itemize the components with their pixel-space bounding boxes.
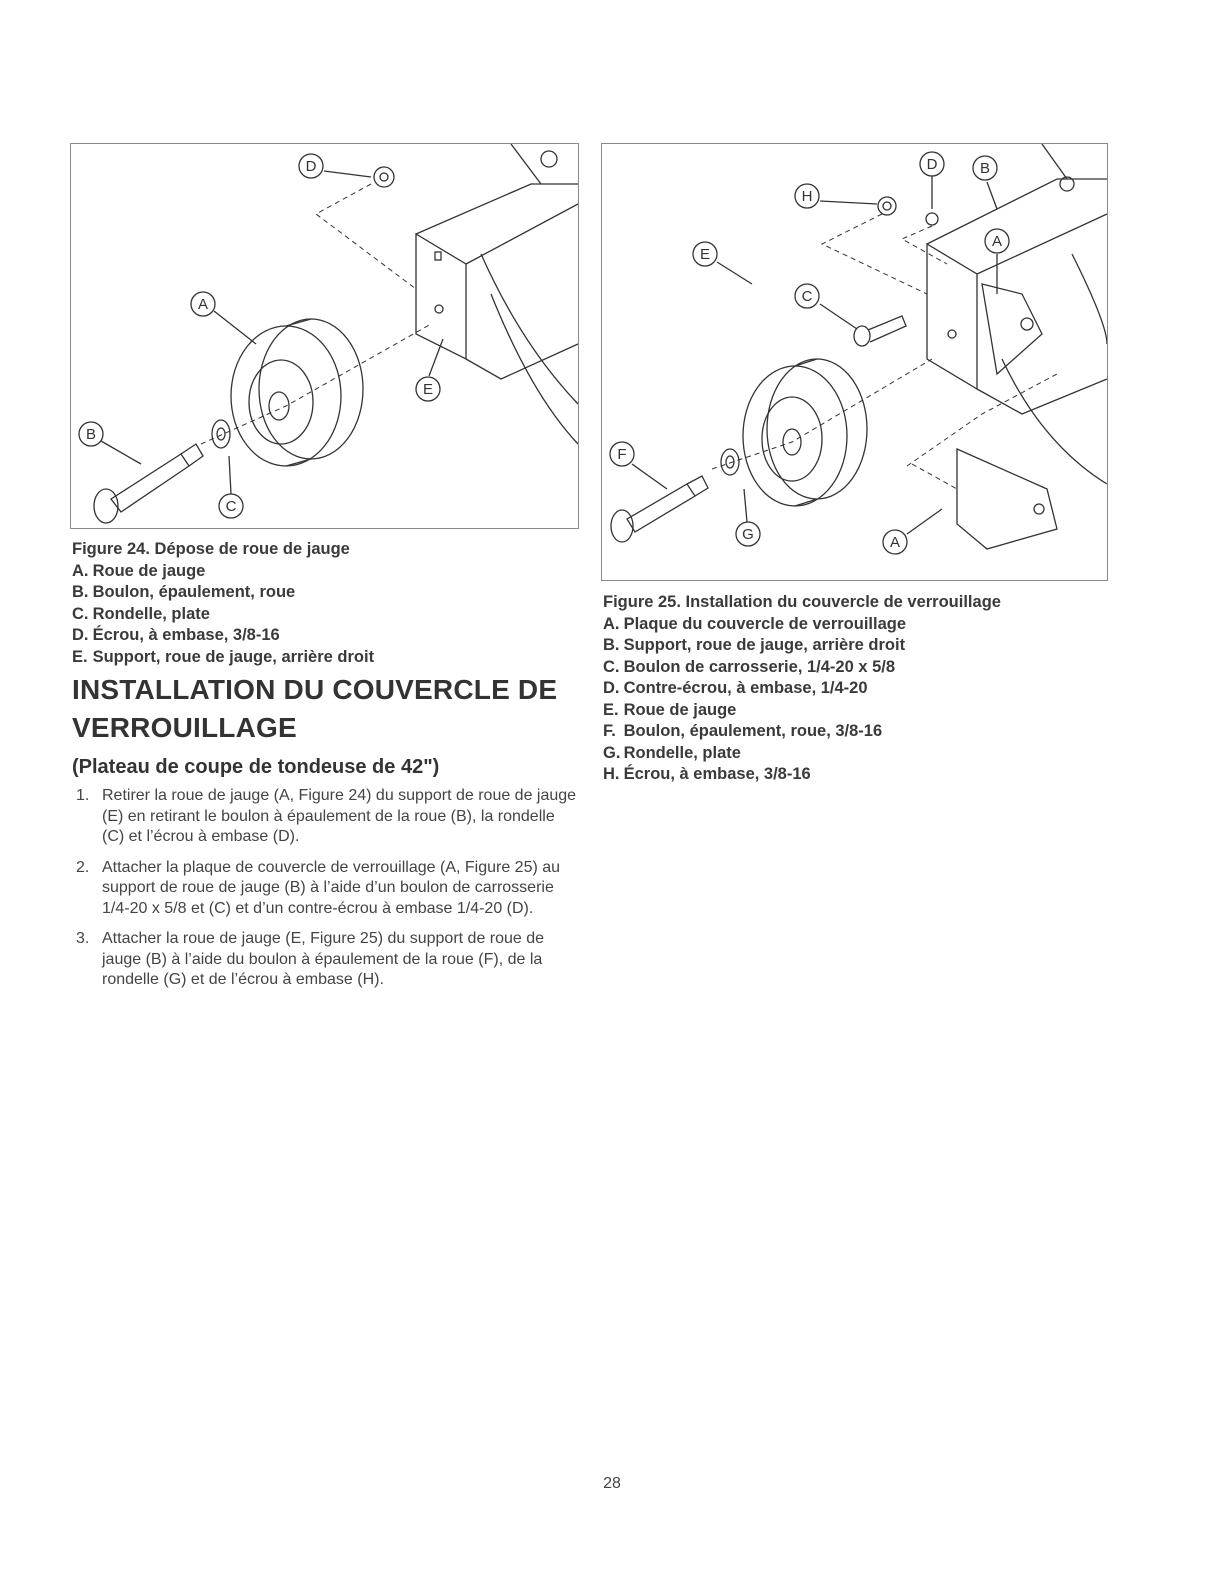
legend-item bbox=[72, 582, 572, 604]
figure-25-caption bbox=[603, 592, 1103, 786]
callout-d bbox=[299, 154, 323, 178]
legend-text: Rondelle, plate bbox=[92, 604, 210, 623]
callout-g bbox=[736, 522, 760, 546]
legend-item bbox=[603, 743, 1103, 765]
legend-text: Roue de jauge bbox=[92, 561, 206, 580]
gauge-wheel-drawing bbox=[743, 359, 867, 506]
callout-a-top bbox=[985, 229, 1009, 253]
step-number: 2. bbox=[76, 858, 90, 876]
legend-text: Support, roue de jauge, arrière droit bbox=[92, 647, 375, 666]
legend-letter: A. bbox=[603, 614, 620, 633]
figure-24-drawing bbox=[71, 144, 578, 528]
callout-h-label: H bbox=[801, 188, 813, 205]
legend-item bbox=[603, 614, 1103, 636]
legend-item bbox=[72, 625, 572, 647]
section-heading-line-1: INSTALLATION DU COUVERCLE DE bbox=[72, 674, 558, 705]
callout-e-label: E bbox=[422, 381, 434, 398]
step-number: 3. bbox=[76, 930, 90, 947]
callout-e bbox=[693, 242, 717, 266]
callout-g-label: G bbox=[742, 526, 754, 543]
figure-25-caption-title: Figure 25. Installation du couvercle de verrouillage bbox=[603, 593, 1001, 611]
shoulder-bolt-drawing bbox=[611, 476, 708, 542]
washer-drawing bbox=[212, 420, 230, 448]
callout-f-label: F bbox=[617, 446, 627, 463]
bracket-drawing bbox=[416, 144, 578, 444]
legend-item bbox=[72, 647, 572, 669]
section-heading bbox=[72, 671, 592, 747]
callout-c bbox=[219, 494, 243, 518]
callout-b-label: B bbox=[85, 426, 97, 443]
legend-text: Roue de jauge bbox=[623, 700, 737, 719]
page-number: 28 bbox=[603, 1475, 621, 1492]
legend-item bbox=[603, 700, 1103, 722]
legend-letter: F. bbox=[603, 722, 616, 740]
legend-letter: B. bbox=[72, 583, 89, 601]
callout-a-bottom bbox=[883, 530, 907, 554]
step-text: Retirer la roue de jauge (A, Figure 24) du support de roue de jauge (E) en retirant le boulon à épaulement de la roue (B), la rondelle (C) et l’écrou à embase (D). bbox=[102, 787, 577, 845]
section-heading-line-2: VERROUILLAGE bbox=[72, 712, 297, 743]
legend-text: Écrou, à embase, 3/8-16 bbox=[623, 765, 811, 783]
callout-a-top-label: A bbox=[991, 233, 1003, 250]
step-number: 1. bbox=[76, 787, 90, 804]
section-subheading: (Plateau de coupe de tondeuse de 42") bbox=[72, 756, 440, 778]
legend-letter: A. bbox=[72, 561, 89, 580]
legend-item bbox=[603, 657, 1103, 679]
instruction-step bbox=[72, 858, 577, 920]
callout-b-label: B bbox=[979, 160, 991, 177]
gauge-wheel-drawing bbox=[231, 319, 363, 466]
callout-f bbox=[610, 442, 634, 466]
flange-nut-drawing bbox=[374, 167, 394, 187]
legend-text: Support, roue de jauge, arrière droit bbox=[623, 636, 906, 654]
legend-letter: G. bbox=[603, 743, 621, 762]
legend-letter: C. bbox=[603, 657, 620, 676]
figure-25-drawing bbox=[602, 144, 1107, 580]
legend-text: Boulon, épaulement, roue, 3/8-16 bbox=[623, 722, 883, 740]
callout-h bbox=[795, 184, 819, 208]
instruction-step bbox=[72, 786, 577, 848]
figure-25-illustration bbox=[601, 143, 1108, 581]
step-text: Attacher la roue de jauge (E, Figure 25) du support de roue de jauge (B) à l’aide du boulon à épaulement de la roue (F), de la rondelle (G) et de l’écrou à embase (H). bbox=[102, 930, 545, 988]
callout-e-label: E bbox=[699, 246, 711, 263]
lock-cover-plate-drawing bbox=[957, 449, 1057, 549]
lock-nut-drawing bbox=[926, 213, 938, 225]
legend-text: Plaque du couvercle de verrouillage bbox=[623, 614, 907, 633]
legend-letter: E. bbox=[72, 647, 88, 666]
callout-b bbox=[973, 156, 997, 180]
callout-e bbox=[416, 377, 440, 401]
figure-24-caption bbox=[72, 539, 572, 668]
legend-item bbox=[72, 561, 572, 583]
legend-text: Boulon de carrosserie, 1/4-20 x 5/8 bbox=[623, 657, 896, 676]
legend-text: Rondelle, plate bbox=[623, 743, 741, 762]
instruction-steps bbox=[72, 786, 577, 1001]
callout-d-label: D bbox=[305, 158, 317, 175]
callout-a-bottom-label: A bbox=[889, 534, 901, 551]
legend-letter: B. bbox=[603, 636, 620, 654]
legend-item bbox=[603, 635, 1103, 657]
legend-letter: H. bbox=[603, 765, 620, 783]
callout-a bbox=[191, 292, 215, 316]
legend-letter: E. bbox=[603, 700, 619, 719]
callout-c bbox=[795, 284, 819, 308]
callout-c-label: C bbox=[801, 288, 813, 305]
step-text: Attacher la plaque de couvercle de verrouillage (A, Figure 25) au support de roue de jauge (B) à l’aide d’un boulon de carrosserie 1/4-20 x 5/8 et (C) et d’un contre-écrou à embase 1/4-20 (D). bbox=[102, 858, 561, 917]
legend-item bbox=[603, 764, 1103, 786]
legend-letter: D. bbox=[72, 626, 89, 644]
flange-nut-drawing bbox=[878, 197, 896, 215]
legend-text: Contre-écrou, à embase, 1/4-20 bbox=[623, 679, 868, 697]
legend-letter: D. bbox=[603, 679, 620, 697]
callout-b bbox=[79, 422, 103, 446]
callout-c-label: C bbox=[225, 498, 237, 515]
callout-a-label: A bbox=[197, 296, 209, 313]
figure-24-caption-title: Figure 24. Dépose de roue de jauge bbox=[72, 540, 350, 558]
callout-d bbox=[920, 152, 944, 176]
figure-24-legend bbox=[72, 561, 572, 669]
legend-item bbox=[72, 604, 572, 626]
legend-letter: C. bbox=[72, 604, 89, 623]
carriage-bolt-drawing bbox=[854, 316, 906, 346]
legend-text: Boulon, épaulement, roue bbox=[92, 583, 296, 601]
legend-text: Écrou, à embase, 3/8-16 bbox=[92, 626, 280, 644]
figure-24-illustration bbox=[70, 143, 579, 529]
figure-25-legend bbox=[603, 614, 1103, 786]
callout-d-label: D bbox=[926, 156, 938, 173]
washer-drawing bbox=[721, 449, 739, 475]
shoulder-bolt-drawing bbox=[94, 444, 203, 523]
legend-item bbox=[603, 678, 1103, 700]
instruction-step bbox=[72, 929, 577, 991]
legend-item bbox=[603, 721, 1103, 743]
